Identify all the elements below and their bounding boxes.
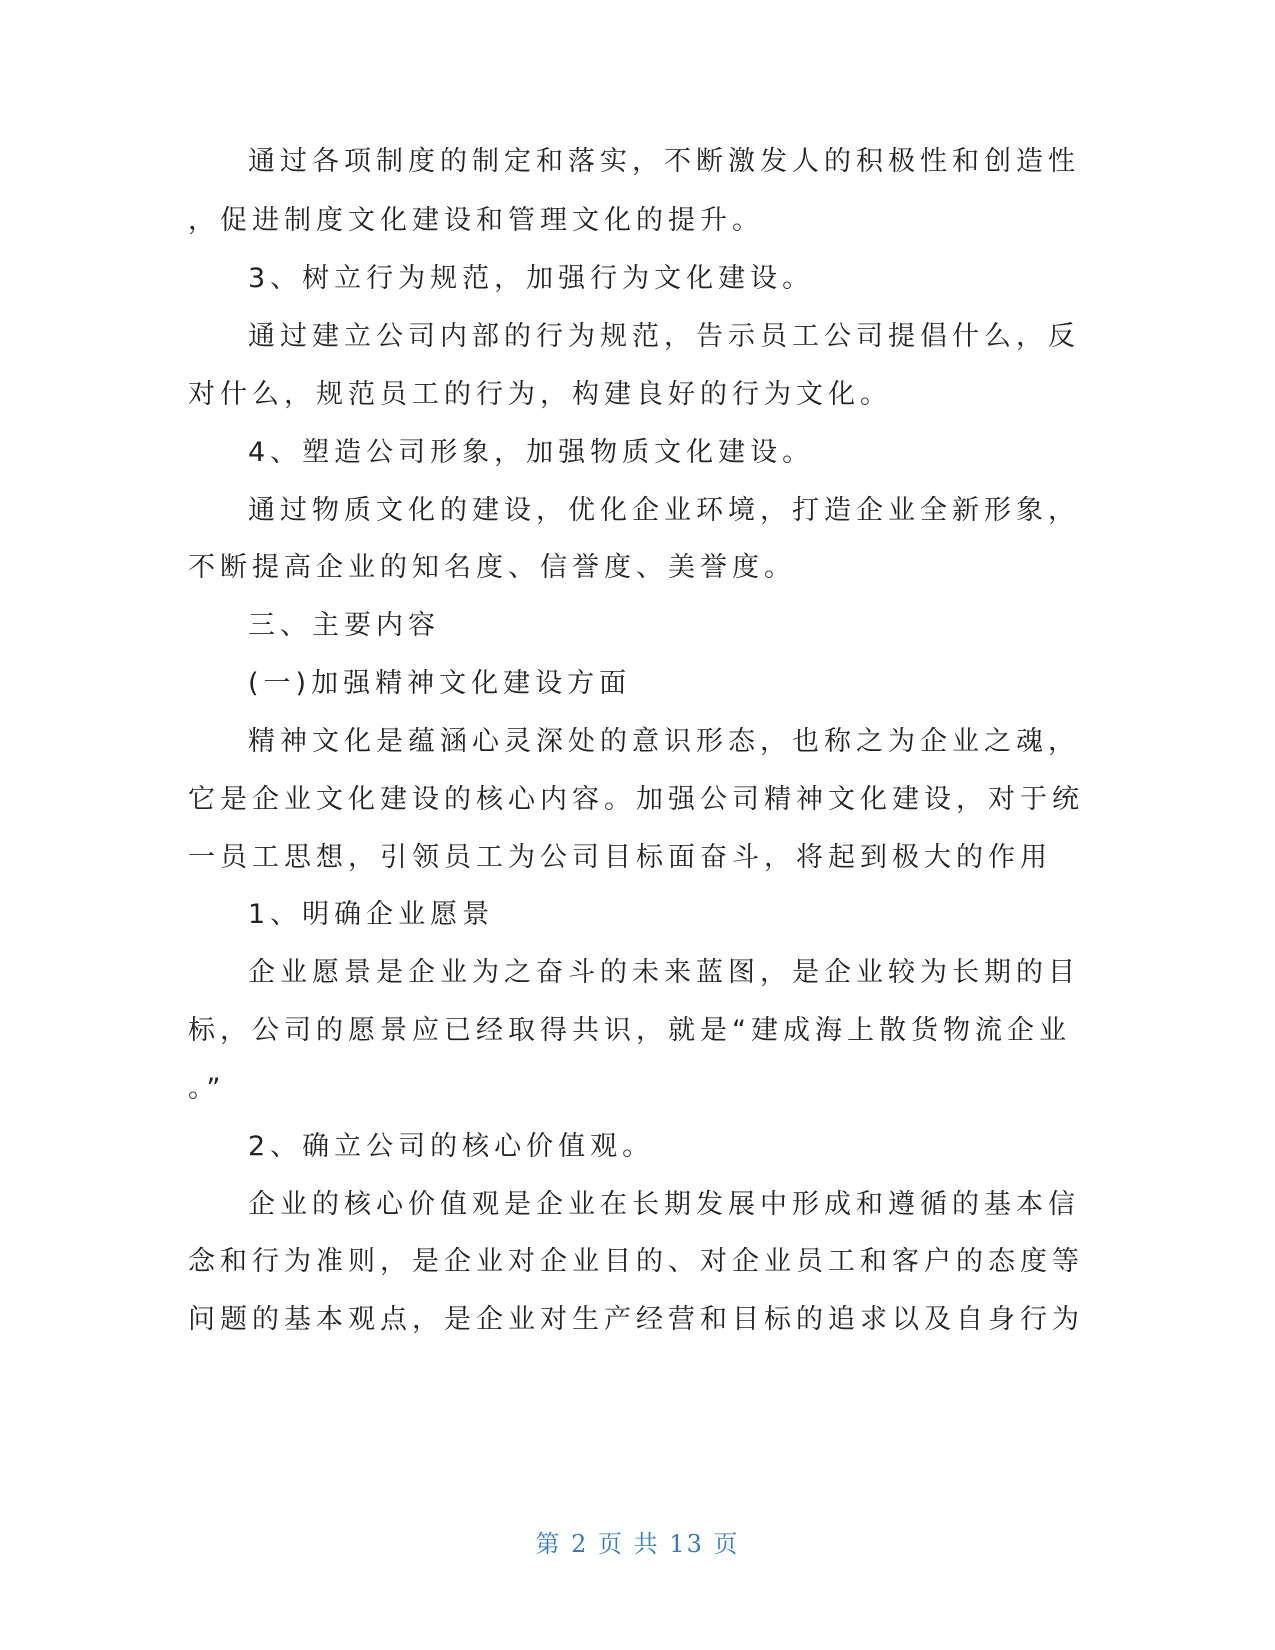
text-line: 。”: [188, 1073, 226, 1104]
subsection-heading: (一)加强精神文化建设方面: [248, 668, 632, 699]
text-line: 通过建立公司内部的行为规范，告示员工公司提倡什么，反: [248, 321, 1080, 352]
text-line: 企业的核心价值观是企业在长期发展中形成和遵循的基本信: [248, 1189, 1080, 1220]
text-line: 问题的基本观点，是企业对生产经营和目标的追求以及自身行为: [188, 1304, 1084, 1335]
text-line: 通过物质文化的建设，优化企业环境，打造企业全新形象，: [248, 495, 1080, 526]
text-line: 3、树立行为规范，加强行为文化建设。: [248, 263, 815, 294]
text-line: 一员工思想，引领员工为公司目标面奋斗，将起到极大的作用: [188, 842, 1052, 873]
item-heading: 1、明确企业愿景: [248, 899, 495, 930]
text-line: ，促进制度文化建设和管理文化的提升。: [188, 205, 764, 236]
text-line: 标，公司的愿景应已经取得共识，就是“建成海上散货物流企业: [188, 1015, 1071, 1046]
text-line: 精神文化是蕴涵心灵深处的意识形态，也称之为企业之魂，: [248, 726, 1080, 757]
item-heading: 2、确立公司的核心价值观。: [248, 1131, 655, 1162]
text-line: 不断提高企业的知名度、信誉度、美誉度。: [188, 552, 796, 583]
section-heading: 三、主要内容: [248, 610, 440, 641]
text-line: 对什么，规范员工的行为，构建良好的行为文化。: [188, 379, 892, 410]
text-line: 通过各项制度的制定和落实，不断激发人的积极性和创造性: [248, 146, 1080, 177]
text-line: 企业愿景是企业为之奋斗的未来蓝图，是企业较为长期的目: [248, 957, 1080, 988]
text-line: 4、塑造公司形象，加强物质文化建设。: [248, 437, 815, 468]
text-line: 它是企业文化建设的核心内容。加强公司精神文化建设，对于统: [188, 784, 1084, 815]
text-line: 念和行为准则，是企业对企业目的、对企业员工和客户的态度等: [188, 1246, 1084, 1277]
page-number: 第 2 页 共 13 页: [535, 1530, 740, 1558]
